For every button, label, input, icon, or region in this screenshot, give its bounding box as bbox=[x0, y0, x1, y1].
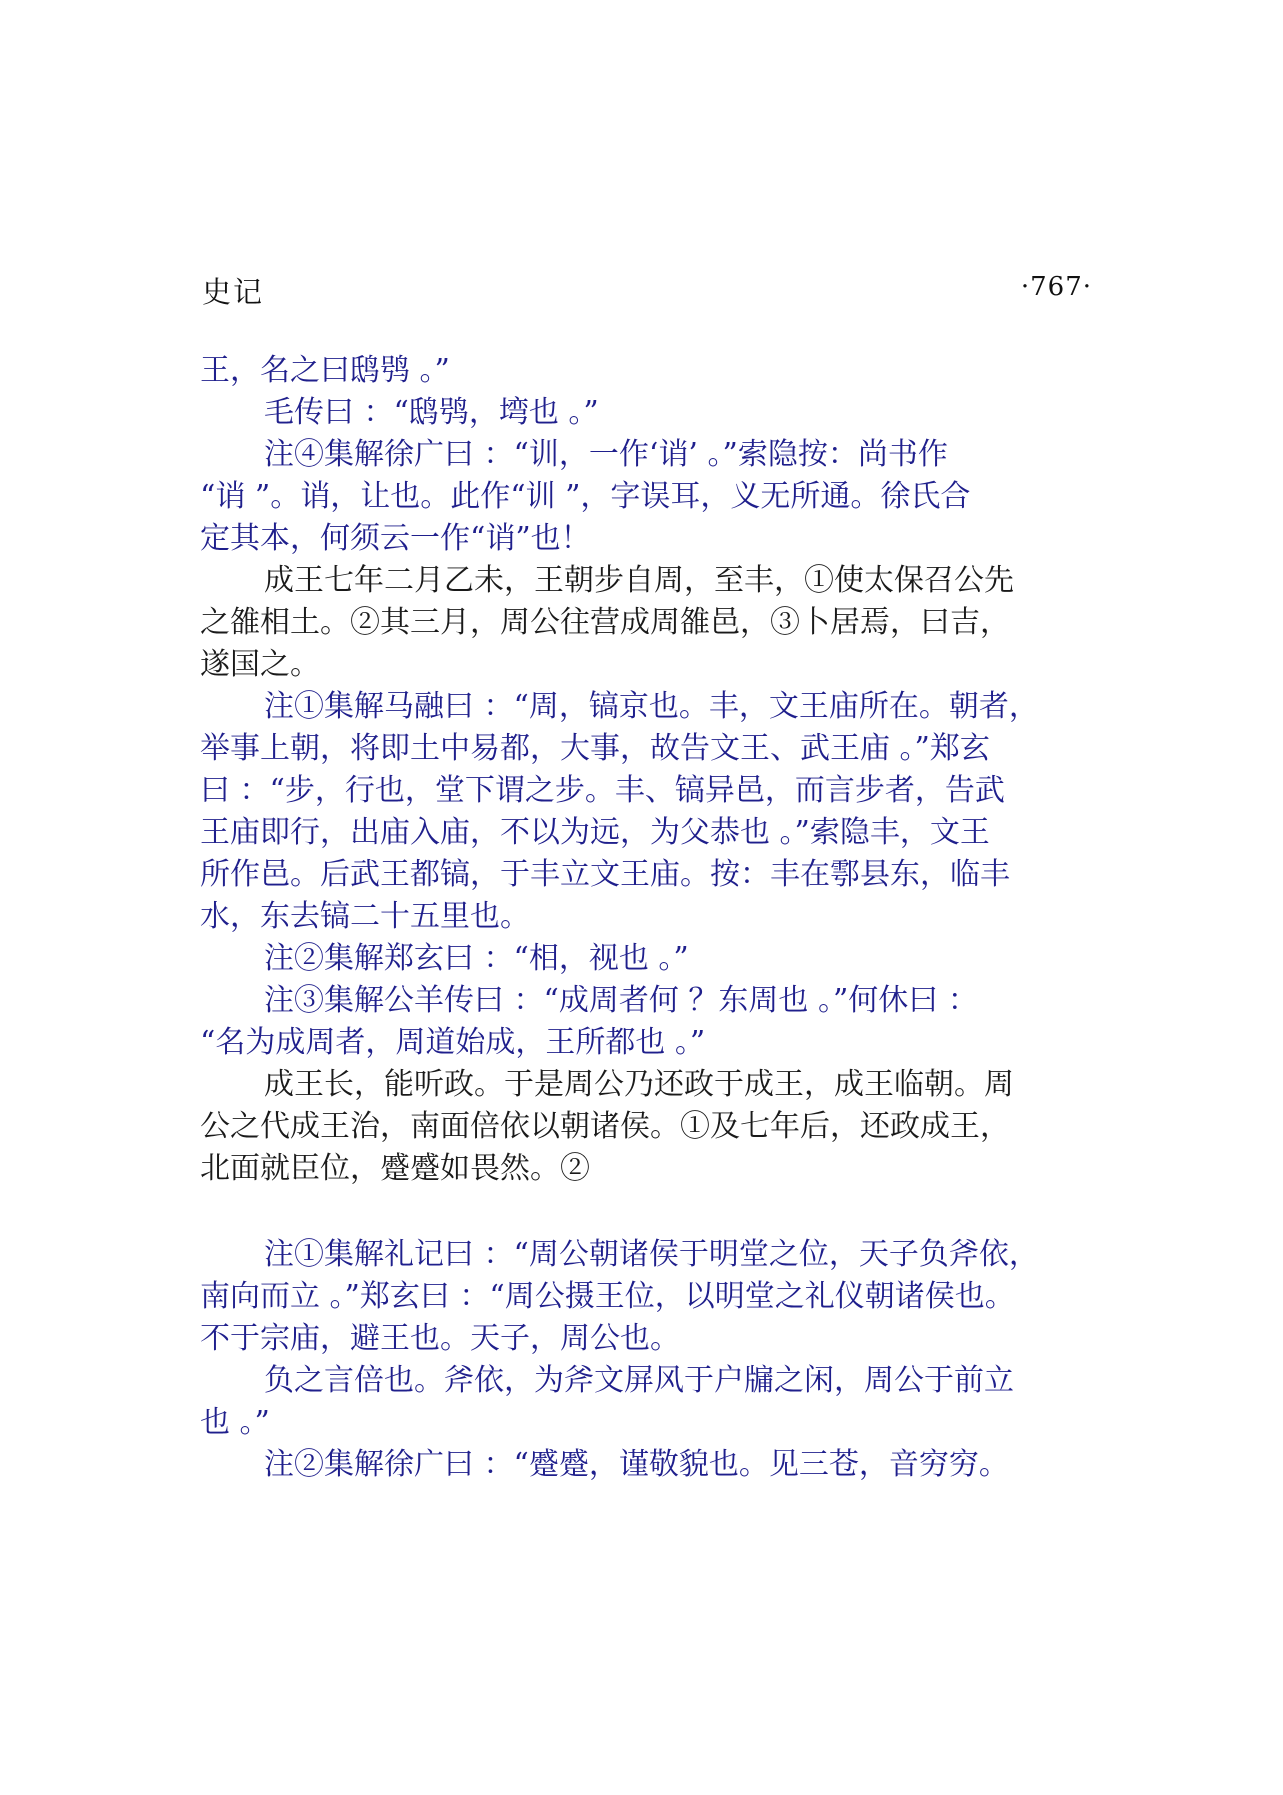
text-line: 曰 ：“步，行也，堂下谓之步。丰、镐异邑，而言步者，告武 bbox=[200, 773, 1005, 808]
text-line: “诮 ”。诮，让也。此作“训 ”，字误耳，义无所通。徐氏合 bbox=[200, 479, 971, 514]
text-line: 遂国之。 bbox=[200, 647, 320, 682]
text-line: 成王长，能听政。于是周公乃还政于成王，成王临朝。周 bbox=[264, 1067, 1014, 1102]
text-line: 举事上朝，将即土中易都，大事，故告文王、武王庙 。”郑玄 bbox=[200, 731, 990, 766]
text-line: “名为成周者，周道始成，王所都也 。” bbox=[200, 1025, 706, 1060]
text-line: 定其本，何须云一作“诮”也！ bbox=[200, 521, 591, 556]
text-line: 注①集解礼记曰 ：“周公朝诸侯于明堂之位，天子负斧依， bbox=[264, 1237, 1039, 1272]
text-line: 注②集解徐广曰 ：“蹙蹙，谨敬貌也。见三苍，音穷穷。 bbox=[264, 1447, 1009, 1482]
text-line: 之雒相土。②其三月，周公往营成周雒邑，③卜居焉，曰吉， bbox=[200, 605, 1010, 640]
running-header bbox=[202, 262, 1092, 308]
text-line: 王庙即行，出庙入庙，不以为远，为父恭也 。”索隐丰，文王 bbox=[200, 815, 990, 850]
page-number: ·767· bbox=[1020, 272, 1092, 302]
text-line: 不于宗庙，避王也。天子，周公也。 bbox=[200, 1321, 680, 1356]
text-line: 水，东去镐二十五里也。 bbox=[200, 899, 530, 934]
text-line: 也 。” bbox=[200, 1405, 270, 1440]
text-line: 南向而立 。”郑玄曰 ：“周公摄王位，以明堂之礼仪朝诸侯也。 bbox=[200, 1279, 1015, 1314]
text-line: 王，名之曰鸱鸮 。” bbox=[200, 353, 450, 388]
page-body bbox=[200, 350, 1100, 1486]
text-line: 公之代成王治，南面倍依以朝诸侯。①及七年后，还政成王， bbox=[200, 1109, 1010, 1144]
text-line: 注②集解郑玄曰 ：“相，视也 。” bbox=[264, 941, 689, 976]
text-line: 成王七年二月乙未，王朝步自周，至丰，①使太保召公先 bbox=[264, 563, 1014, 598]
text-line: 负之言倍也。斧依，为斧文屏风于户牖之闲，周公于前立 bbox=[264, 1363, 1014, 1398]
book-title: 史记 bbox=[202, 275, 265, 309]
text-line: 注①集解马融曰 ：“周，镐京也。丰，文王庙所在。朝者， bbox=[264, 689, 1039, 724]
text-line: 所作邑。后武王都镐，于丰立文王庙。按：丰在鄠县东，临丰 bbox=[200, 857, 1010, 892]
paragraph-gap bbox=[200, 1190, 1100, 1234]
text-line: 注③集解公羊传曰 ：“成周者何 ？东周也 。”何休曰 ： bbox=[264, 983, 978, 1018]
text-line: 注④集解徐广曰 ：“训，一作‘诮’ 。”索隐按：尚书作 bbox=[264, 437, 948, 472]
text-line: 毛传曰 ：“鸱鸮，塆也 。” bbox=[264, 395, 599, 430]
text-line: 北面就臣位，蹙蹙如畏然。② bbox=[200, 1151, 590, 1186]
